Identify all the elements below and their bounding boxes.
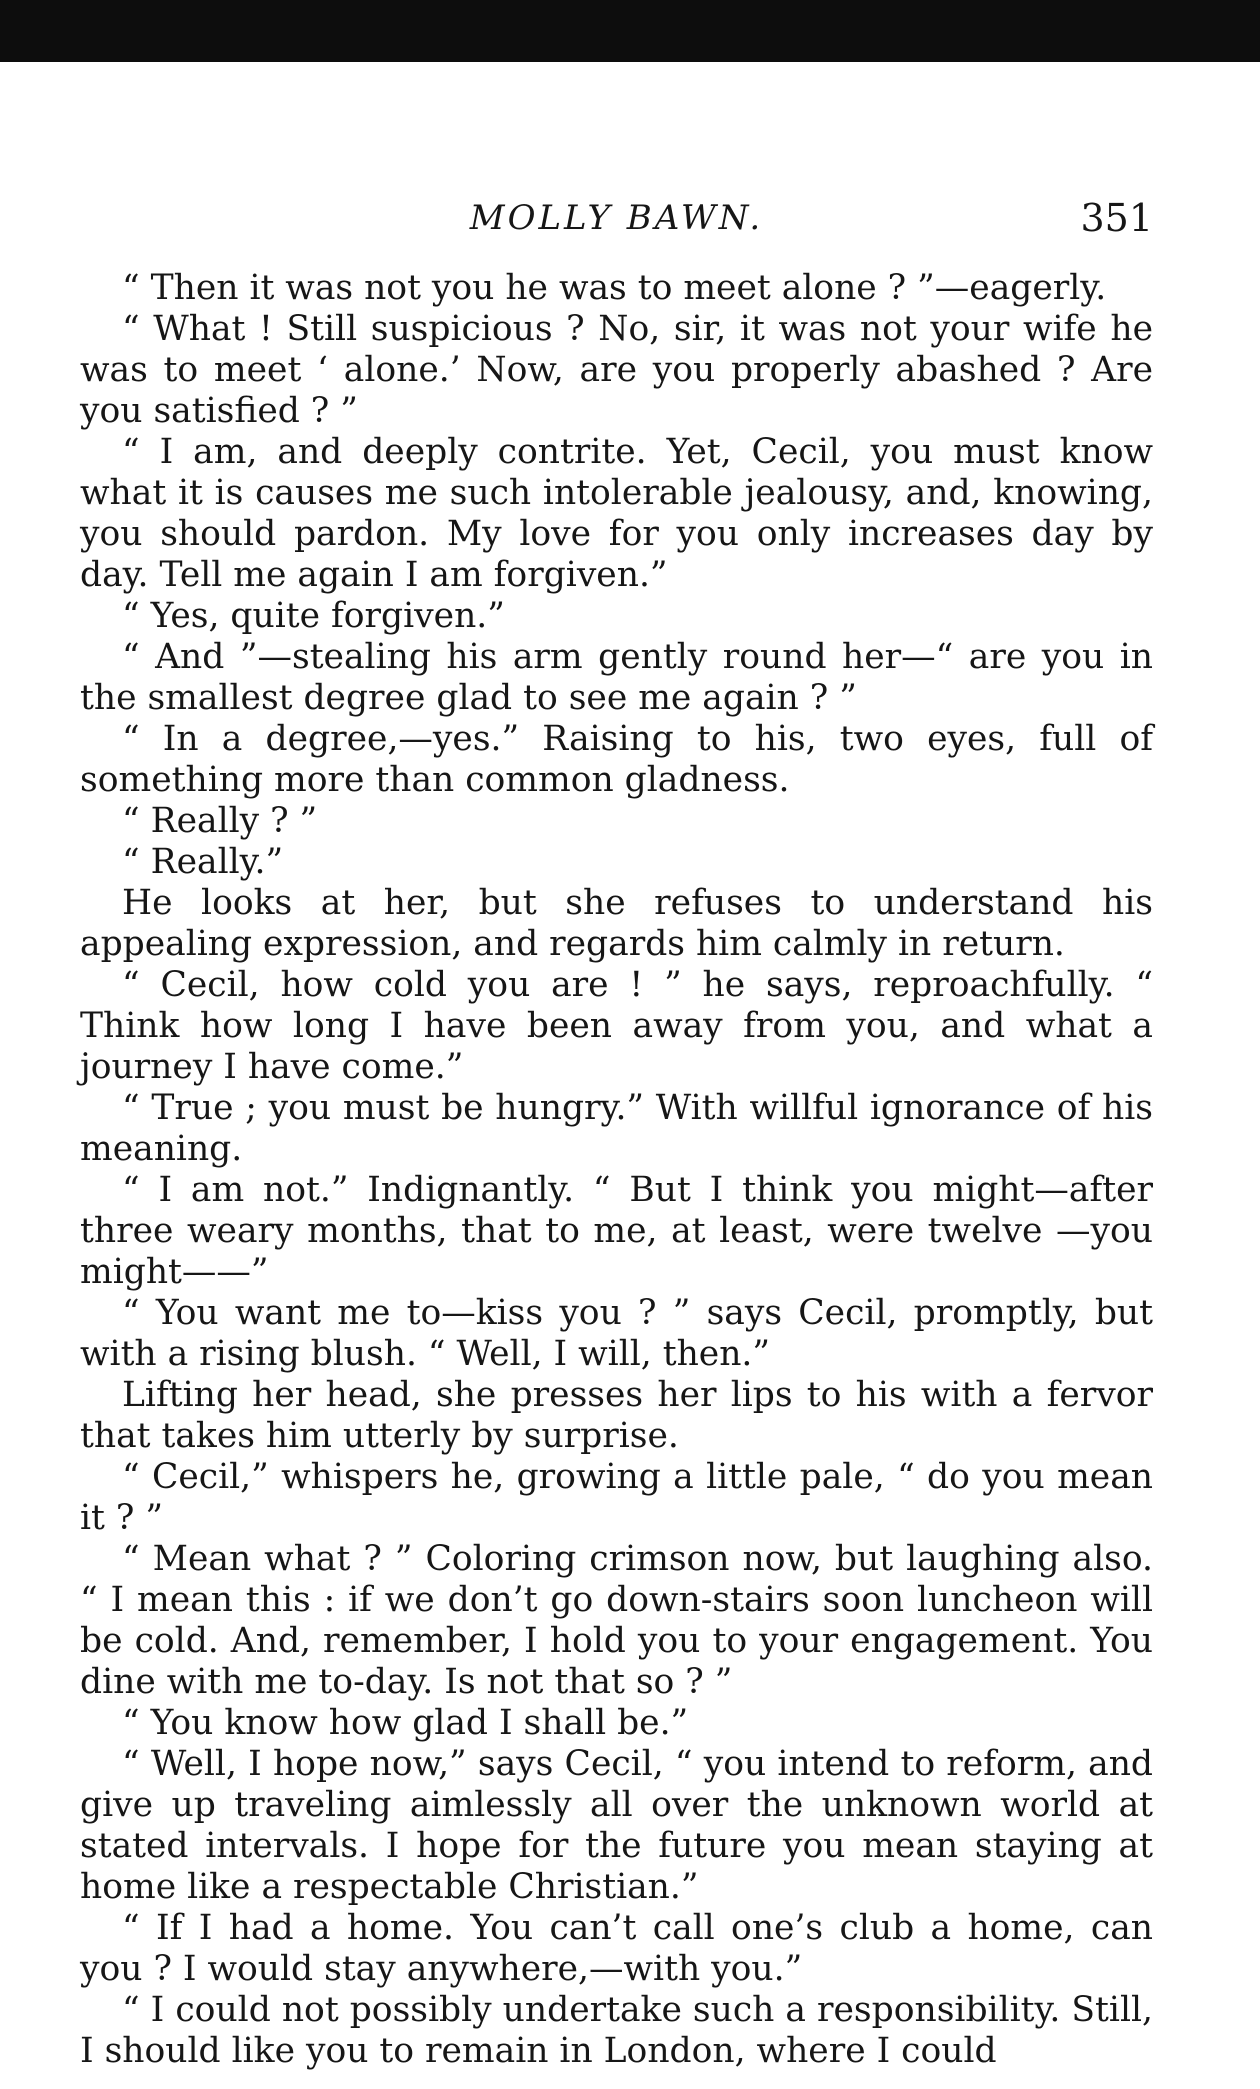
paragraph: “ You want me to—kiss you ? ” says Cecil, promptly, but with a rising blush. “ Well, I will, then.” [80, 1293, 1153, 1374]
paragraph: “ In a degree,—yes.” Raising to his, two eyes, full of something more than common gladness. [80, 719, 1153, 800]
paragraph: “ I am, and deeply contrite. Yet, Cecil, you must know what it is causes me such intolerable jealousy, and, knowing, you should pardon. My love for you only increases day by day. Tell me again I am forgiven.” [80, 432, 1153, 595]
paragraph: “ What ! Still suspicious ? No, sir, it was not your wife he was to meet ‘ alone.’ Now, are you properly abashed ? Are you satisfied ? ” [80, 309, 1153, 431]
page-header [80, 188, 1153, 248]
paragraph: He looks at her, but she refuses to understand his appealing expression, and regards him calmly in return. [80, 883, 1153, 964]
paragraph: “ True ; you must be hungry.” With willful ignorance of his meaning. [80, 1088, 1153, 1169]
paragraph: “ You know how glad I shall be.” [122, 1703, 689, 1743]
paragraph: “ And ”—stealing his arm gently round her—“ are you in the smallest degree glad to see me again ? ” [80, 637, 1153, 718]
paragraph: “ Mean what ? ” Coloring crimson now, but laughing also. “ I mean this : if we don’t go down-stairs soon luncheon will be cold. And, remember, I hold you to your engagement. You dine with me to-day. Is not that so ? ” [80, 1539, 1153, 1702]
body-text [80, 268, 1153, 2072]
paragraph: “ Cecil,” whispers he, growing a little pale, “ do you mean it ? ” [80, 1457, 1153, 1538]
paragraph: “ I am not.” Indignantly. “ But I think you might—after three weary months, that to me, at least, were twelve —you might——” [80, 1170, 1153, 1292]
paragraph: Lifting her head, she presses her lips to his with a fervor that takes him utterly by surprise. [80, 1375, 1153, 1456]
paragraph: “ If I had a home. You can’t call one’s club a home, can you ? I would stay anywhere,—with you.” [80, 1908, 1153, 1989]
page-top-edge [0, 0, 1260, 62]
running-title: MOLLY BAWN. [469, 198, 764, 238]
paragraph: “ Then it was not you he was to meet alone ? ”—eagerly. [122, 268, 1107, 308]
paragraph: “ Yes, quite forgiven.” [122, 596, 505, 636]
paragraph: “ I could not possibly undertake such a responsibility. Still, I should like you to remain in London, where I could [80, 1990, 1153, 2071]
page-number: 351 [1080, 196, 1153, 240]
paragraph: “ Really ? ” [122, 801, 318, 841]
paragraph: “ Cecil, how cold you are ! ” he says, reproachfully. “ Think how long I have been away from you, and what a journey I have come.” [80, 965, 1153, 1087]
paragraph: “ Well, I hope now,” says Cecil, “ you intend to reform, and give up traveling aimlessly all over the unknown world at stated intervals. I hope for the future you mean staying at home like a respectable Christian.” [80, 1744, 1153, 1907]
paragraph: “ Really.” [122, 842, 284, 882]
